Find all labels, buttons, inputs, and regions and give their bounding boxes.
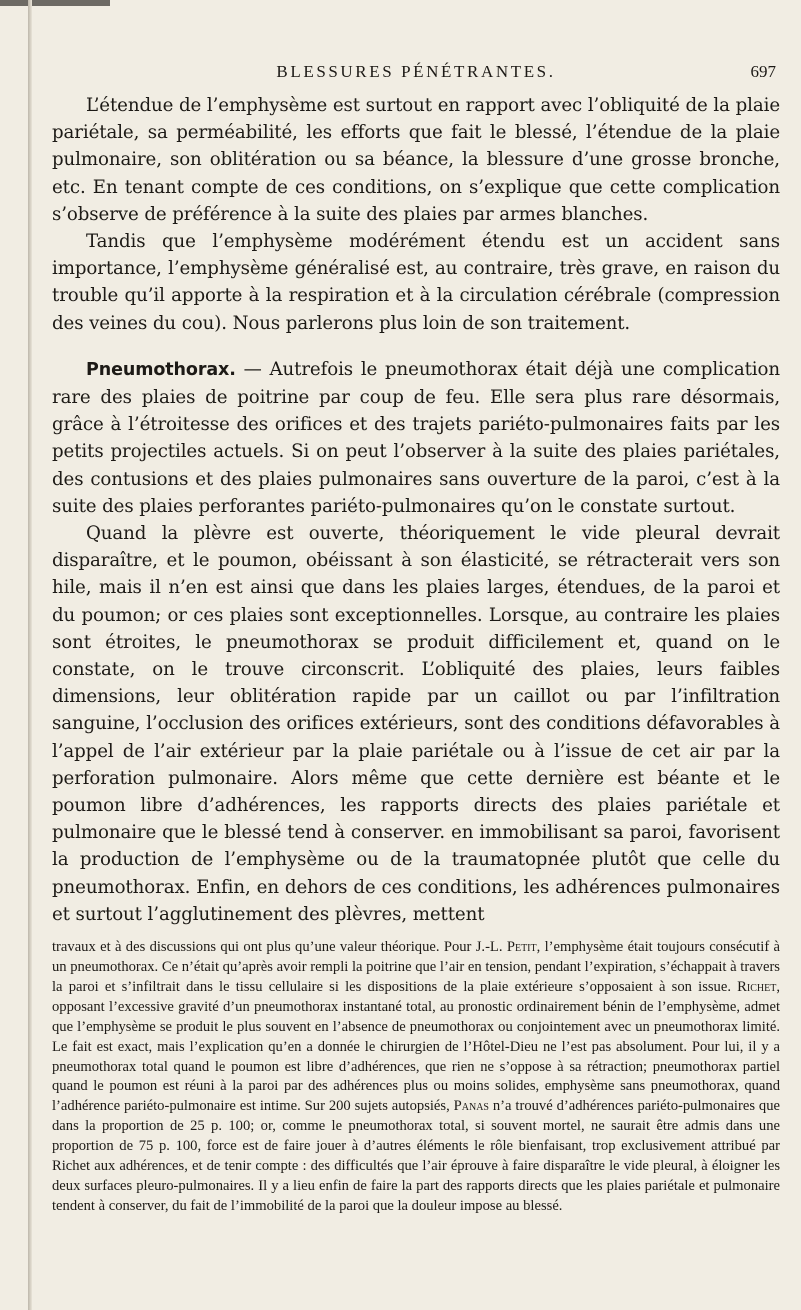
author-name-petit: Petit: [506, 939, 537, 956]
paragraph-pleura-opened: Quand la plèvre est ouverte, théoriquement le vide pleural devrait disparaître, et le poumon, obéissant à son élasticité, se rétracterait vers son hile, mais il n’en est ainsi que dans les plaies larges, étendues, de la paroi et du poumon; or ces plaies sont exceptionnelles. Lorsque, au contraire les plaies sont étroites, le pneumothorax se produit difficilement et, quand on le constate, on le trouve circonscrit. L’obliquité des plaies, leurs faibles dimensions, leur oblitération rapide par un caillot ou par l’infiltration sanguine, l’occlusion des orifices extérieurs, sont des conditions défavorables à l’appel de l’air extérieur par la plaie pariétale ou à l’issue de cet air par la perforation pulmonaire. Alors même que cette dernière est béante et le poumon libre d’adhérences, les rapports directs des plaies pariétale et pulmonaire que le blessé tend à conserver. en immobilisant sa paroi, favorisent la production de l’emphysème ou de la traumatopnée plutôt que celle du pneumothorax. Enfin, en dehors de ces conditions, les adhérences pulmonaires et surtout l’agglutinement des plèvres, mettent: [52, 523, 780, 925]
page-number: 697: [750, 62, 776, 81]
footnote-text-4: n’a trouvé d’adhérences pariéto-pulmonaires que dans la proportion de 25 p. 100; or, comme le pneumothorax total, si souvent mortel, ne saurait être admis dans une proportion de 75 p. 100, force est de faire jouer à d’autres éléments le rôle bienfaisant, trop exclusivement attribué par Richet aux adhérences, et de tenir compte : des difficultés que l’air éprouve à faire disparaître le vide pleural, à éloigner les deux surfaces pleuro-pulmonaires. Il y a lieu enfin de faire la part des rapports directs que les plaies pariétale et pulmonaire tendent à conserver, du fait de l’immobilité de la paroi que la douleur impose au blessé.: [52, 1098, 780, 1214]
paragraph-pneumothorax-text: — Autrefois le pneumothorax était déjà une complication rare des plaies de poitrine par coup de feu. Elle sera plus rare désormais, grâce à l’étroitesse des orifices et des trajets pariéto-pulmonaires faits par les petits projectiles actuels. Si on peut l’observer à la suite des plaies pariétales, des contusions et des plaies pulmonaires sans ouverture de la paroi, c’est à la suite des plaies perforantes pariéto-pulmonaires qu’on le constate surtout.: [52, 358, 780, 517]
section-gap: [52, 337, 780, 356]
paragraph-pneumothorax: [52, 356, 780, 520]
footnote: [52, 938, 780, 1217]
page-binding-edge: [28, 0, 32, 1310]
footnote-text-2: , l’emphysème était toujours consécutif à un pneumothorax. Ce n’était qu’après avoir rempli la poitrine que l’air en tension, pendant l’expiration, s’échappait à travers la paroi et s’infiltrait dans le tissu cellulaire si les dispositions de la plaie extérieure s’opposaient à son issue.: [52, 939, 780, 995]
section-heading-pneumothorax: Pneumothorax.: [86, 359, 236, 380]
paragraph-emphysema-extent: L’étendue de l’emphysème est surtout en rapport avec l’obliquité de la plaie pariétale, sa perméabilité, les efforts que fait le blessé, l’étendue de la plaie pulmonaire, son oblitération ou sa béance, la blessure d’une grosse bronche, etc. En tenant compte de ces conditions, on s’explique que cette complication s’observe de préférence à la suite des plaies par armes blanches.: [52, 95, 780, 225]
paragraph-emphysema-gravity: Tandis que l’emphysème modérément étendu est un accident sans importance, l’emphysème généralisé est, au contraire, très grave, en raison du trouble qu’il apporte à la respiration et à la circulation cérébrale (compression des veines du cou). Nous parlerons plus loin de son traitement.: [52, 231, 780, 334]
page-content: [52, 0, 780, 1217]
author-name-panas: Panas: [453, 1098, 489, 1115]
body-text: [52, 92, 780, 928]
author-name-richet: Richet: [737, 978, 777, 995]
footnote-text-1: travaux et à des discussions qui ont plus qu’une valeur théorique. Pour J.-L.: [52, 939, 507, 956]
page-header: [52, 52, 780, 92]
running-title: BLESSURES PÉNÉTRANTES.: [276, 62, 556, 81]
footnote-text-3: , opposant l’excessive gravité d’un pneumothorax instantané total, au pronostic ordinairement bénin de l’emphysème, admet que l’emphysème se produit le plus souvent en l’absence de pneumothorax ou conjointement avec un pneumothorax limité. Le fait est exact, mais l’explication qu’en a donnée le chirurgien de l’Hôtel-Dieu ne l’est pas absolument. Pour lui, il y a pneumothorax total quand le poumon est libre d’adhérences, que rien ne s’oppose à sa rétraction; pneumothorax partiel quand le poumon est réuni à la paroi par des adhérences plus ou moins solides, emphysème sans pneumothorax, quand l’adhérence pariéto-pulmonaire est intime. Sur 200 sujets autopsiés,: [52, 978, 780, 1115]
